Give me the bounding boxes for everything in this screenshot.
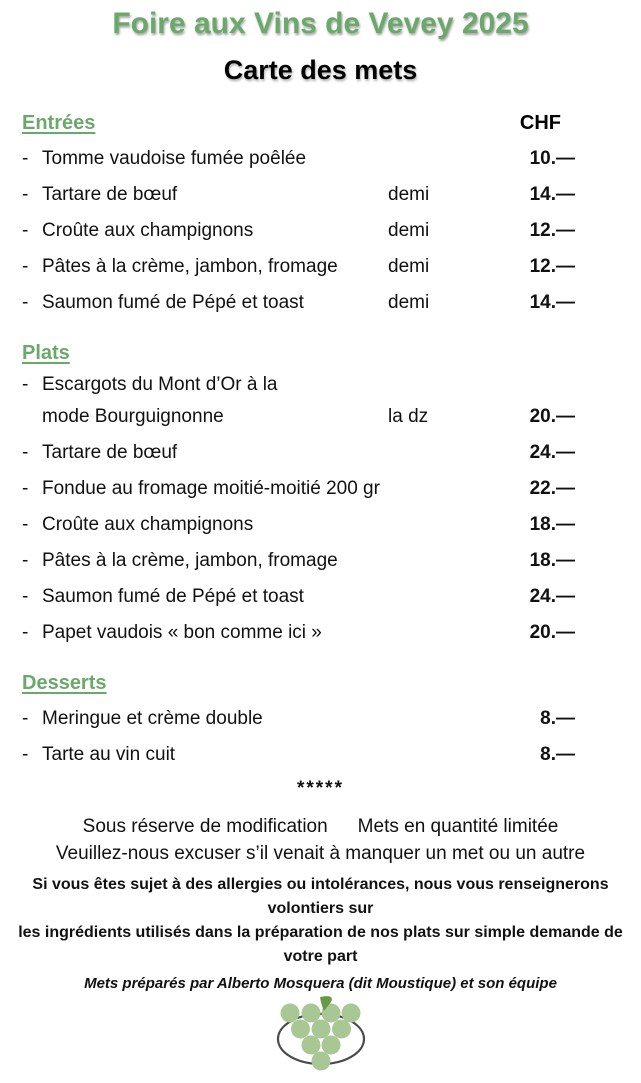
notice-line <box>0 813 641 840</box>
item-bullet: - <box>22 256 29 277</box>
item-price: 24.— <box>529 586 575 607</box>
item-portion: demi <box>388 220 430 241</box>
item-bullet: - <box>22 292 29 313</box>
item-bullet: - <box>22 220 29 241</box>
item-name: Saumon fumé de Pépé et toast <box>42 586 304 607</box>
item-bullet: - <box>22 744 29 765</box>
section-header-desserts <box>22 665 575 701</box>
item-price: 8.— <box>540 708 575 729</box>
item-bullet: - <box>22 478 29 499</box>
allergy-notice-line1: Si vous êtes sujet à des allergies ou intolérances, nous vous renseignerons volontiers sur <box>32 876 609 917</box>
item-name-line2: mode Bourguignonne <box>42 406 224 427</box>
item-bullet: - <box>22 550 29 571</box>
item-name: Tomme vaudoise fumée poêlée <box>42 148 307 169</box>
allergy-notice <box>0 873 641 969</box>
item-price: 12.— <box>529 220 575 241</box>
item-price: 14.— <box>529 292 575 313</box>
item-bullet: - <box>22 586 29 607</box>
item-name: Pâtes à la crème, jambon, fromage <box>42 550 338 571</box>
menu-item-row <box>22 701 575 737</box>
item-name: Tarte au vin cuit <box>42 744 176 765</box>
section-title-entrees: Entrées <box>22 112 96 134</box>
menu-item-row <box>22 737 575 773</box>
item-name: Fondue au fromage moitié-moitié 200 gr <box>42 478 380 499</box>
menu-item-row <box>22 213 575 249</box>
menu-item-row <box>22 249 575 285</box>
menu-page <box>0 6 641 1036</box>
item-name: Escargots du Mont d’Or à la <box>42 374 278 395</box>
section-header-plats <box>22 335 575 371</box>
separator-asterisks: ***** <box>297 778 344 799</box>
menu <box>22 105 575 773</box>
menu-item-row <box>22 471 575 507</box>
section-title-desserts: Desserts <box>22 672 107 694</box>
item-portion: demi <box>388 256 430 277</box>
item-price: 22.— <box>529 478 575 499</box>
item-price: 8.— <box>540 744 575 765</box>
chef-credit: Mets préparés par Alberto Mosquera (dit Moustique) et son équipe <box>84 975 557 992</box>
item-price: 14.— <box>529 184 575 205</box>
item-price: 10.— <box>529 148 575 169</box>
logo-container <box>0 996 641 1083</box>
item-name: Croûte aux champignons <box>42 220 254 241</box>
item-name: Tartare de bœuf <box>42 442 178 463</box>
item-name: Pâtes à la crème, jambon, fromage <box>42 256 338 277</box>
notice-modification: Sous réserve de modification <box>82 816 328 837</box>
item-bullet: - <box>22 708 29 729</box>
item-bullet: - <box>22 514 29 535</box>
section-title-plats: Plats <box>22 342 70 364</box>
item-name: Tartare de bœuf <box>42 184 178 205</box>
item-portion: demi <box>388 292 430 313</box>
menu-item-row <box>22 177 575 213</box>
allergy-notice-line2: les ingrédients utilisés dans la préparation de nos plats sur simple demande de votre part <box>18 924 623 965</box>
notice-excuse: Veuillez-nous excuser s’il venait à manquer un met ou un autre <box>55 843 586 864</box>
menu-item-row-continuation <box>22 399 575 435</box>
item-name: Meringue et crème double <box>42 708 263 729</box>
item-price: 18.— <box>529 550 575 571</box>
item-price: 24.— <box>529 442 575 463</box>
menu-item-row <box>22 543 575 579</box>
item-name: Croûte aux champignons <box>42 514 254 535</box>
item-price: 20.— <box>529 622 575 643</box>
currency-label: CHF <box>519 112 561 134</box>
menu-item-row <box>22 285 575 321</box>
item-name: Saumon fumé de Pépé et toast <box>42 292 304 313</box>
menu-item-row <box>22 615 575 651</box>
menu-title: Carte des mets <box>223 55 418 85</box>
grapes-logo-icon <box>265 996 377 1078</box>
menu-item-row <box>22 371 575 399</box>
item-price: 12.— <box>529 256 575 277</box>
item-price: 20.— <box>529 406 575 427</box>
menu-item-row <box>22 579 575 615</box>
section-header-entrees <box>22 105 575 141</box>
item-portion: demi <box>388 184 430 205</box>
notice-quantity: Mets en quantité limitée <box>357 816 559 837</box>
item-bullet: - <box>22 374 29 395</box>
item-price: 18.— <box>529 514 575 535</box>
item-bullet: - <box>22 442 29 463</box>
item-portion: la dz <box>388 406 429 427</box>
item-bullet: - <box>22 148 29 169</box>
menu-item-row <box>22 507 575 543</box>
menu-item-row <box>22 141 575 177</box>
menu-item-row <box>22 435 575 471</box>
event-title: Foire aux Vins de Vevey 2025 <box>112 7 529 40</box>
item-bullet: - <box>22 622 29 643</box>
item-bullet: - <box>22 184 29 205</box>
item-name: Papet vaudois « bon comme ici » <box>42 622 322 643</box>
